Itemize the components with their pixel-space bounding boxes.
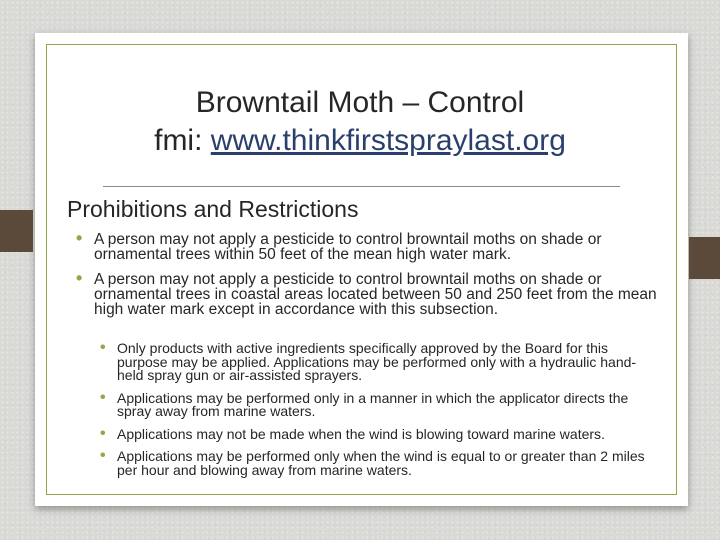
section-heading: Prohibitions and Restrictions (67, 196, 359, 222)
bullet-text: A person may not apply a pesticide to control browntail moths on shade or ornamental trees in coastal areas located between 50 and 250 feet from the mean high water mark except in accordance with this subsection. (94, 271, 657, 318)
title-prefix: fmi: (154, 124, 211, 157)
slide-title (60, 84, 660, 160)
website-link[interactable]: www.thinkfirstspraylast.org (210, 124, 566, 157)
sub-bullet-text: Applications may be performed only when the wind is equal to or greater than 2 miles per hour and blowing away from marine waters. (117, 448, 645, 478)
list-item (100, 447, 660, 478)
title-divider (103, 186, 620, 187)
bullet-icon: • (76, 228, 83, 248)
list-item (100, 388, 660, 419)
title-line-2 (60, 122, 660, 160)
title-line-1: Browntail Moth – Control (195, 86, 525, 119)
bullet-icon: • (100, 424, 106, 442)
list-item (76, 228, 666, 263)
list-item (100, 339, 660, 383)
list-item (100, 424, 660, 442)
bullet-text: A person may not apply a pesticide to control browntail moths on shade or ornamental trees within 50 feet of the mean high water mark. (94, 231, 602, 263)
sub-bullet-text: Applications may be performed only in a manner in which the applicator directs the spray away from marine waters. (117, 389, 629, 419)
bullet-icon: • (76, 268, 83, 288)
right-decorative-tab (689, 237, 720, 279)
main-bullet-list (76, 228, 666, 327)
sub-bullet-text: Applications may not be made when the wind is blowing toward marine waters. (117, 425, 605, 442)
sub-bullet-text: Only products with active ingredients specifically approved by the Board for this purpose may be applied. Applications may be performed only with a hydraulic hand-held spray gun or air-assisted sprayers. (117, 340, 637, 383)
bullet-icon: • (100, 388, 106, 406)
sub-bullet-list (100, 339, 660, 486)
left-decorative-tab (0, 210, 33, 252)
list-item (76, 268, 666, 318)
bullet-icon: • (100, 339, 106, 356)
bullet-icon: • (100, 447, 106, 464)
